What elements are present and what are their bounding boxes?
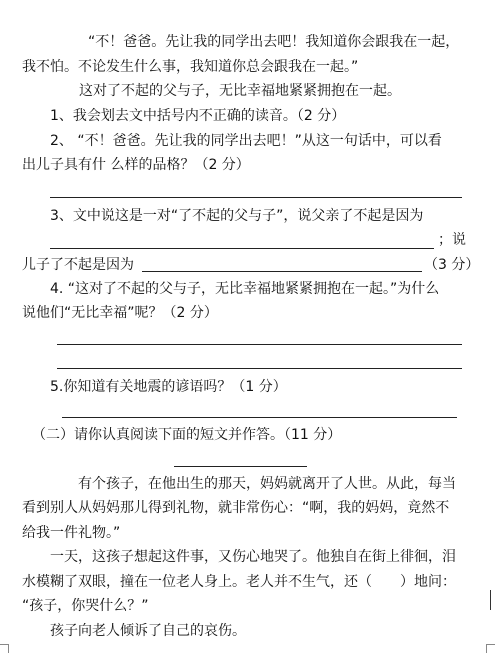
passage-line-1: “不！爸爸。先让我的同学出去吧！我知道你会跟我在一起， <box>88 34 460 50</box>
answer-line-q4-2[interactable] <box>57 368 462 369</box>
passage-line-2: 我不怕。不论发生什么事，我知道你总会跟我在一起。” <box>22 59 359 75</box>
passage2-p2-line-3: “孩子，你哭什么？” <box>22 598 149 614</box>
page-corner-mark <box>0 644 9 653</box>
text-cursor-mark <box>490 590 491 610</box>
answer-line-q2[interactable] <box>50 197 462 198</box>
question-5: 5.你知道有关地震的谚语吗？（1 分） <box>50 379 287 395</box>
answer-line-q3-son[interactable] <box>142 271 422 272</box>
question-4-line-1: 4. “这对了不起的父与子，无比幸福地紧紧拥抱在一起。”为什么 <box>50 281 440 297</box>
question-2-line-2: 出儿子具有什 么样的品格？（2 分） <box>22 157 250 173</box>
passage-line-3: 这对了不起的父与子，无比幸福地紧紧拥抱在一起。 <box>79 83 401 99</box>
question-3-mid: ；说 <box>438 232 466 248</box>
question-1: 1、我会划去文中括号内不正确的读音。（2 分） <box>50 108 346 124</box>
passage2-p2-line-2: 水模糊了双眼，撞在一位老人身上。老人并不生气，还（ ）地问： <box>22 574 456 590</box>
passage2-p1-line-2: 看到别人从妈妈那儿得到礼物，就非常伤心：“啊，我的妈妈，竟然不 <box>22 500 450 516</box>
question-3-line-3: 儿子了不起是因为 <box>22 257 134 273</box>
answer-line-q3-father[interactable] <box>50 248 434 249</box>
passage2-p3-line-1: 孩子向老人倾诉了自己的哀伤。 <box>50 623 246 639</box>
page-corner-mark <box>486 644 495 653</box>
answer-line-q4-1[interactable] <box>57 344 462 345</box>
title-blank-line[interactable] <box>174 466 307 467</box>
question-2-line-1: 2、 “不！爸爸。先让我的同学出去吧！”从这一句话中，可以看 <box>50 133 442 149</box>
question-3-score: （3 分） <box>424 257 480 273</box>
question-4-line-2: 说他们“无比幸福”呢？（2 分） <box>22 305 218 321</box>
passage2-p1-line-3: 给我一件礼物。” <box>22 525 121 541</box>
section-2-heading: （二）请你认真阅读下面的短文并作答。（11 分） <box>32 427 342 443</box>
passage2-p1-line-1: 有个孩子，在他出生的那天，妈妈就离开了人世。从此，每当 <box>78 476 456 492</box>
passage2-p2-line-1: 一天，这孩子想起这件事，又伤心地哭了。他独自在街上徘徊，泪 <box>50 549 456 565</box>
answer-line-q5[interactable] <box>62 417 457 418</box>
question-3-line-1: 3、文中说这是一对“了不起的父与子”，说父亲了不起是因为 <box>50 208 424 224</box>
